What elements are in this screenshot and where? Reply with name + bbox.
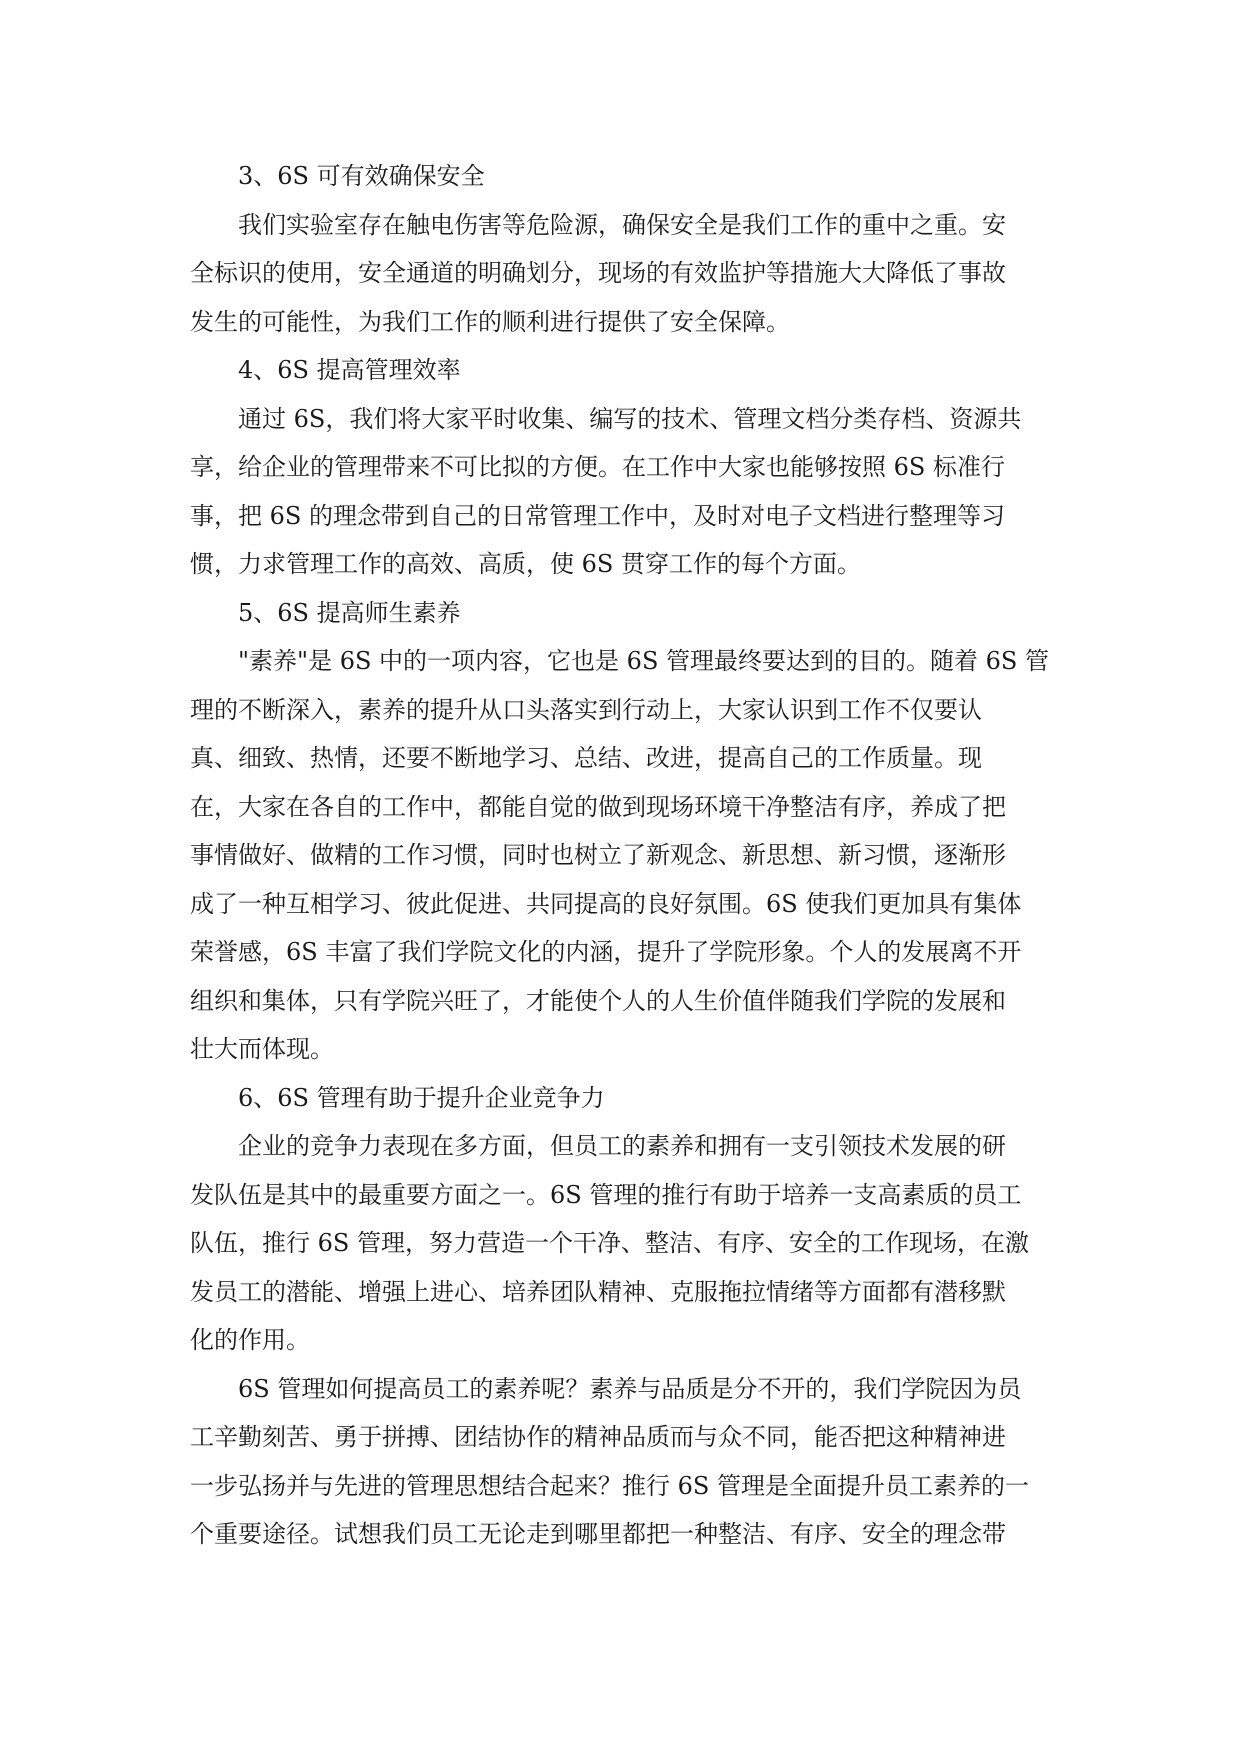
paragraph-line: 企业的竞争力表现在多方面，但员工的素养和拥有一支引领技术发展的研 <box>238 1132 1006 1160</box>
paragraph-line: 队伍，推行 6S 管理，努力营造一个干净、整洁、有序、安全的工作现场，在激 <box>190 1229 1029 1257</box>
paragraph-line: 享，给企业的管理带来不可比拟的方便。在工作中大家也能够按照 6S 标准行 <box>190 453 1005 481</box>
section-heading-4: 4、6S 提高管理效率 <box>238 356 461 384</box>
paragraph-line: 成了一种互相学习、彼此促进、共同提高的良好氛围。6S 使我们更加具有集体 <box>190 889 1022 918</box>
paragraph-line: 发生的可能性，为我们工作的顺利进行提供了安全保障。 <box>190 307 790 336</box>
paragraph-line: 我们实验室存在触电伤害等危险源，确保安全是我们工作的重中之重。安 <box>238 210 1006 239</box>
paragraph-line: 真、细致、热情，还要不断地学习、总结、改进，提高自己的工作质量。现 <box>190 744 982 772</box>
paragraph-line: 事，把 6S 的理念带到自己的日常管理工作中，及时对电子文档进行整理等习 <box>190 501 1005 530</box>
paragraph-line: 发员工的潜能、增强上进心、培养团队精神、克服拖拉情绪等方面都有潜移默 <box>190 1277 1006 1306</box>
paragraph-line: 事情做好、做精的工作习惯，同时也树立了新观念、新思想、新习惯，逐渐形 <box>190 841 1006 869</box>
paragraph-line: 全标识的使用，安全通道的明确划分，现场的有效监护等措施大大降低了事故 <box>190 259 1006 287</box>
section-heading-5: 5、6S 提高师生素养 <box>238 598 461 627</box>
paragraph-line: 壮大而体现。 <box>190 1035 334 1063</box>
paragraph-line: 通过 6S，我们将大家平时收集、编写的技术、管理文档分类存档、资源共 <box>238 404 1022 433</box>
paragraph-line: "素养"是 6S 中的一项内容，它也是 6S 管理最终要达到的目的。随着 6S 管 <box>238 647 1049 675</box>
paragraph-line: 组织和集体，只有学院兴旺了，才能使个人的人生价值伴随我们学院的发展和 <box>190 986 1006 1015</box>
document-body <box>190 152 1060 1559</box>
paragraph-line: 工辛勤刻苦、勇于拼搏、团结协作的精神品质而与众不同，能否把这种精神进 <box>190 1423 1006 1451</box>
paragraph-line: 化的作用。 <box>190 1326 310 1354</box>
section-heading-3: 3、6S 可有效确保安全 <box>238 162 485 190</box>
paragraph-line: 惯，力求管理工作的高效、高质，使 6S 贯穿工作的每个方面。 <box>190 550 861 578</box>
paragraph-line: 理的不断深入，素养的提升从口头落实到行动上，大家认识到工作不仅要认 <box>190 695 982 724</box>
section-heading-6: 6、6S 管理有助于提升企业竞争力 <box>238 1083 605 1112</box>
paragraph-line: 荣誉感，6S 丰富了我们学院文化的内涵，提升了学院形象。个人的发展离不开 <box>190 938 1022 966</box>
paragraph-line: 发队伍是其中的最重要方面之一。6S 管理的推行有助于培养一支高素质的员工 <box>190 1180 1022 1209</box>
paragraph-line: 一步弘扬并与先进的管理思想结合起来？推行 6S 管理是全面提升员工素养的一 <box>190 1471 1029 1500</box>
paragraph-line: 在，大家在各自的工作中，都能自觉的做到现场环境干净整洁有序，养成了把 <box>190 792 1006 821</box>
paragraph-line: 个重要途径。试想我们员工无论走到哪里都把一种整洁、有序、安全的理念带 <box>190 1520 1006 1548</box>
paragraph-line: 6S 管理如何提高员工的素养呢？素养与品质是分不开的，我们学院因为员 <box>238 1374 1022 1403</box>
